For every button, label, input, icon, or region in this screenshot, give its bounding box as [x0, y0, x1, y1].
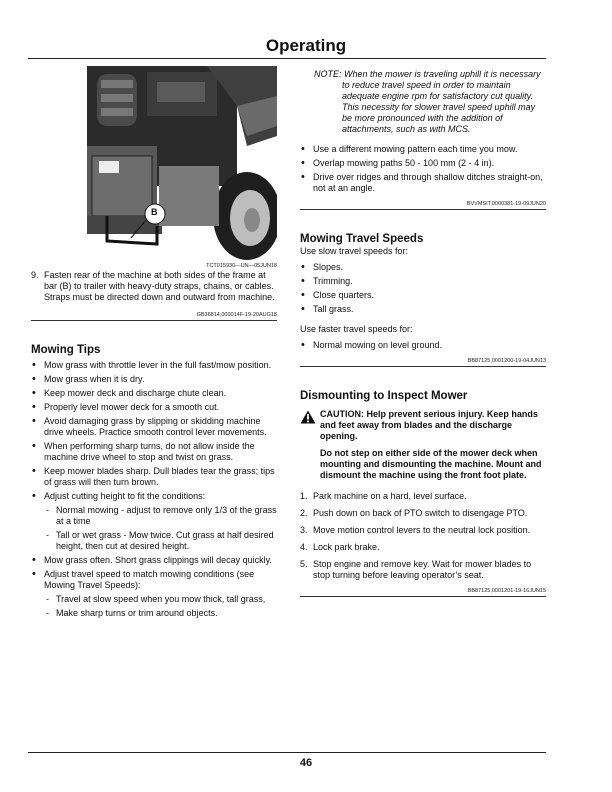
step-number: 3. [300, 525, 308, 535]
list-item: • Trimming. [300, 276, 546, 287]
step-text: Move motion control levers to the neutral lock position. [313, 525, 531, 535]
step-item [300, 525, 546, 536]
sub-item: - Tall or wet grass - Mow twice. Cut grass at half desired height, then cut at desired height. [31, 530, 277, 552]
section-rule [300, 596, 546, 597]
right-column [300, 69, 546, 597]
footer-rule [28, 752, 546, 753]
step-text: Stop engine and remove key. Wait for mower blades to stop turning before leaving operator’s seat. [313, 559, 532, 580]
list-item: • Overlap mowing paths 50 - 100 mm (2 - 4 in). [300, 158, 546, 169]
list-item: • Avoid damaging grass by slipping or skidding machine drive wheels. Practice smooth control lever movements. [31, 416, 277, 438]
step-number: 5. [300, 559, 308, 569]
fast-speeds-intro: Use faster travel speeds for: [300, 324, 413, 334]
step-text: Park machine on a hard, level surface. [313, 491, 467, 501]
step-number: 4. [300, 542, 308, 552]
list-item: • Properly level mower deck for a smooth cut. [31, 402, 277, 413]
slow-speeds-list [300, 262, 546, 315]
list-item: • Slopes. [300, 262, 546, 273]
list-item: • Close quarters. [300, 290, 546, 301]
fast-speeds-list [300, 340, 546, 351]
callout-b: B [151, 207, 158, 217]
travel-speed-sublist [31, 594, 277, 619]
list-item: • Mow grass when it is dry. [31, 374, 277, 385]
step-item [300, 508, 546, 519]
sub-item: - Normal mowing - adjust to remove only 1/3 of the grass at a time [31, 505, 277, 527]
list-item: • Mow grass often. Short grass clippings will decay quickly. [31, 555, 277, 566]
list-item-text: Adjust travel speed to match mowing conditions (see Mowing Travel Speeds): [44, 569, 255, 590]
mower-rear-figure [87, 66, 277, 262]
step-9-text: Fasten rear of the machine at both sides of the frame at bar (B) to trailer with heavy-duty straps, chains, or cables. Straps must be directed down and outward from machine. [44, 270, 275, 302]
list-item: • Mow grass with throttle lever in the full fast/mow position. [31, 360, 277, 371]
list-item: • Drive over ridges and through shallow ditches straight-on, not at an angle. [300, 172, 546, 194]
step-text: Push down on back of PTO switch to disengage PTO. [313, 508, 528, 518]
step-item [300, 559, 546, 581]
uphill-note: NOTE: When the mower is traveling uphill it is necessary to reduce travel speed in order to maintain adequate engine rpm for satisfactory cut quality. This necessity for slower travel speed uphill may be more pronounced with the addition of attachments, such as with MCS. [314, 69, 541, 134]
cutting-height-sublist [31, 505, 277, 552]
dismount-steps [300, 491, 546, 581]
section-rule [300, 209, 546, 210]
caution-text: CAUTION: Help prevent serious injury. Keep hands and feet away from blades and the discharge opening. [320, 409, 538, 441]
sub-item: - Make sharp turns or trim around objects. [31, 608, 277, 619]
travel-speeds-heading: Mowing Travel Speeds [300, 233, 424, 245]
reference-code-4: BB87125,0001201-19-16JUN15 [467, 588, 546, 594]
list-item: • Use a different mowing pattern each time you mow. [300, 144, 546, 155]
page-number: 46 [299, 757, 313, 769]
step-text: Lock park brake. [313, 542, 380, 552]
step-item [300, 542, 546, 553]
list-item: • When performing sharp turns, do not allow inside the machine drive wheel to stop and twist on grass. [31, 441, 277, 463]
section-rule [300, 366, 546, 367]
mowing-pattern-list [300, 144, 546, 194]
header-rule [28, 58, 546, 59]
reference-code-2: BVVMSIT,0000381-19-09JUN20 [466, 201, 546, 207]
mower-illustration [87, 66, 277, 262]
caution-block [300, 409, 546, 481]
step-item [300, 491, 546, 502]
section-rule [31, 320, 277, 321]
page-title: Operating [265, 36, 347, 55]
warning-triangle-icon [300, 410, 316, 424]
left-column [31, 270, 277, 622]
list-item: • Keep mower deck and discharge chute clean. [31, 388, 277, 399]
mowing-tips-list [31, 360, 277, 619]
list-item: • Normal mowing on level ground. [300, 340, 546, 351]
list-item [31, 491, 277, 552]
step-9 [31, 270, 277, 303]
reference-code-3: BB87125,0001200-19-04JUN13 [467, 358, 546, 364]
list-item: • Tall grass. [300, 304, 546, 315]
reference-code-1: GB36814,000014F-19-20AUG18 [196, 312, 277, 318]
step-number: 2. [300, 508, 308, 518]
list-item [31, 569, 277, 619]
caution-instructions: Do not step on either side of the mower deck when mounting and dismounting the machine. Mount and dismount the machine using the front foot plate. [320, 448, 542, 480]
step-number: 1. [300, 491, 308, 501]
list-item-text: Adjust cutting height to fit the conditions: [44, 491, 206, 501]
list-item: • Keep mower blades sharp. Dull blades tear the grass; tips of grass will then turn brown. [31, 466, 277, 488]
sub-item: - Travel at slow speed when you mow thick, tall grass, [31, 594, 277, 605]
mowing-tips-heading: Mowing Tips [31, 344, 101, 356]
slow-speeds-intro: Use slow travel speeds for: [300, 246, 409, 256]
figure-caption: TCT015930—UN—05JUN18 [206, 263, 277, 269]
dismount-heading: Dismounting to Inspect Mower [300, 390, 468, 402]
step-9-number: 9. [31, 270, 39, 280]
